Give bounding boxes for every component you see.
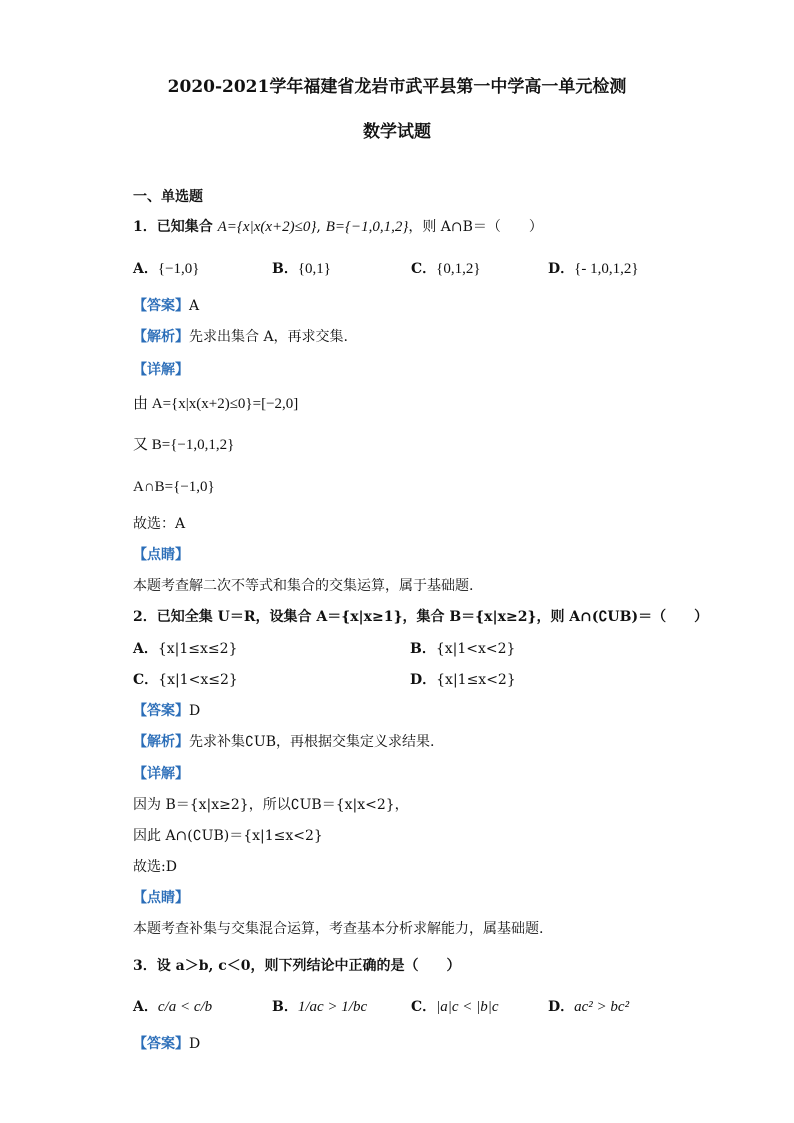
q1-detail-line-3: A∩B={−1,0} — [133, 479, 215, 495]
set-b-expression: B={−1,0,1,2} — [325, 219, 409, 235]
q2-option-b: B．{x|1<x<2} — [410, 641, 516, 657]
document-subtitle: 数学试题 — [363, 122, 431, 142]
question-2-stem: 2．已知全集 U＝R，设集合 A＝{x|x≥1}，集合 B＝{x|x≥2}，则 A∩(∁UB)＝（ ） — [133, 609, 709, 625]
q1-option-c: C．{0,1,2} — [411, 261, 481, 277]
q2-comment-label: 【点睛】 — [133, 890, 189, 906]
document-title: 2020-2021学年福建省龙岩市武平县第一中学高一单元检测 — [167, 77, 627, 97]
q1-option-d: D．{- 1,0,1,2} — [548, 261, 639, 277]
section-heading: 一、单选题 — [133, 189, 203, 205]
q2-option-a: A．{x|1≤x≤2} — [133, 641, 238, 657]
q1-comment-label: 【点睛】 — [133, 547, 189, 563]
q2-detail-line-3: 故选:D — [133, 859, 177, 875]
set-a-expression: A={x|x(x+2)≤0} — [217, 219, 317, 235]
question-number: 1． — [133, 219, 157, 235]
q1-analysis: 【解析】先求出集合 A，再求交集. — [133, 329, 349, 345]
q1-option-b: B．{0,1} — [272, 261, 331, 277]
q2-detail-line-2: 因此 A∩(∁UB)＝{x|1≤x<2} — [133, 828, 323, 844]
q1-option-a: A．{−1,0} — [133, 261, 200, 277]
q3-answer: 【答案】D — [133, 1036, 201, 1052]
question-1-stem: 1．已知集合 A={x|x(x+2)≤0}, B={−1,0,1,2}，则 A∩B＝（ ） — [133, 219, 543, 235]
q3-option-b: B．1/ac > 1/bc — [272, 999, 368, 1015]
q3-option-d: D．ac² > bc² — [548, 999, 630, 1015]
q3-option-c: C．|a|c < |b|c — [411, 999, 499, 1015]
q2-option-d: D．{x|1≤x<2} — [410, 672, 516, 688]
stem-suffix: ，则 A∩B＝（ ） — [408, 219, 543, 235]
q1-detail-line-2: 又 B={−1,0,1,2} — [133, 437, 235, 453]
question-3-stem: 3．设 a＞b, c＜0，则下列结论中正确的是（ ） — [133, 958, 461, 974]
q2-answer: 【答案】D — [133, 703, 201, 719]
q2-option-c: C．{x|1<x≤2} — [133, 672, 238, 688]
q2-detail-line-1: 因为 B＝{x|x≥2}，所以∁UB＝{x|x<2}， — [133, 797, 409, 813]
q1-detail-line-4: 故选：A — [133, 516, 186, 532]
q1-comment: 本题考查解二次不等式和集合的交集运算，属于基础题. — [133, 578, 474, 594]
q2-comment: 本题考查补集与交集混合运算，考查基本分析求解能力，属基础题. — [133, 921, 544, 937]
q3-option-a: A．c/a < c/b — [133, 999, 213, 1015]
stem-prefix: 已知集合 — [156, 219, 213, 235]
q1-answer: 【答案】A — [133, 298, 200, 314]
q2-detail-label: 【详解】 — [133, 766, 189, 782]
q2-analysis: 【解析】先求补集∁UB，再根据交集定义求结果. — [133, 734, 435, 750]
q1-detail-label: 【详解】 — [133, 362, 189, 378]
q1-detail-line-1: 由 A={x|x(x+2)≤0}=[−2,0] — [133, 396, 299, 412]
